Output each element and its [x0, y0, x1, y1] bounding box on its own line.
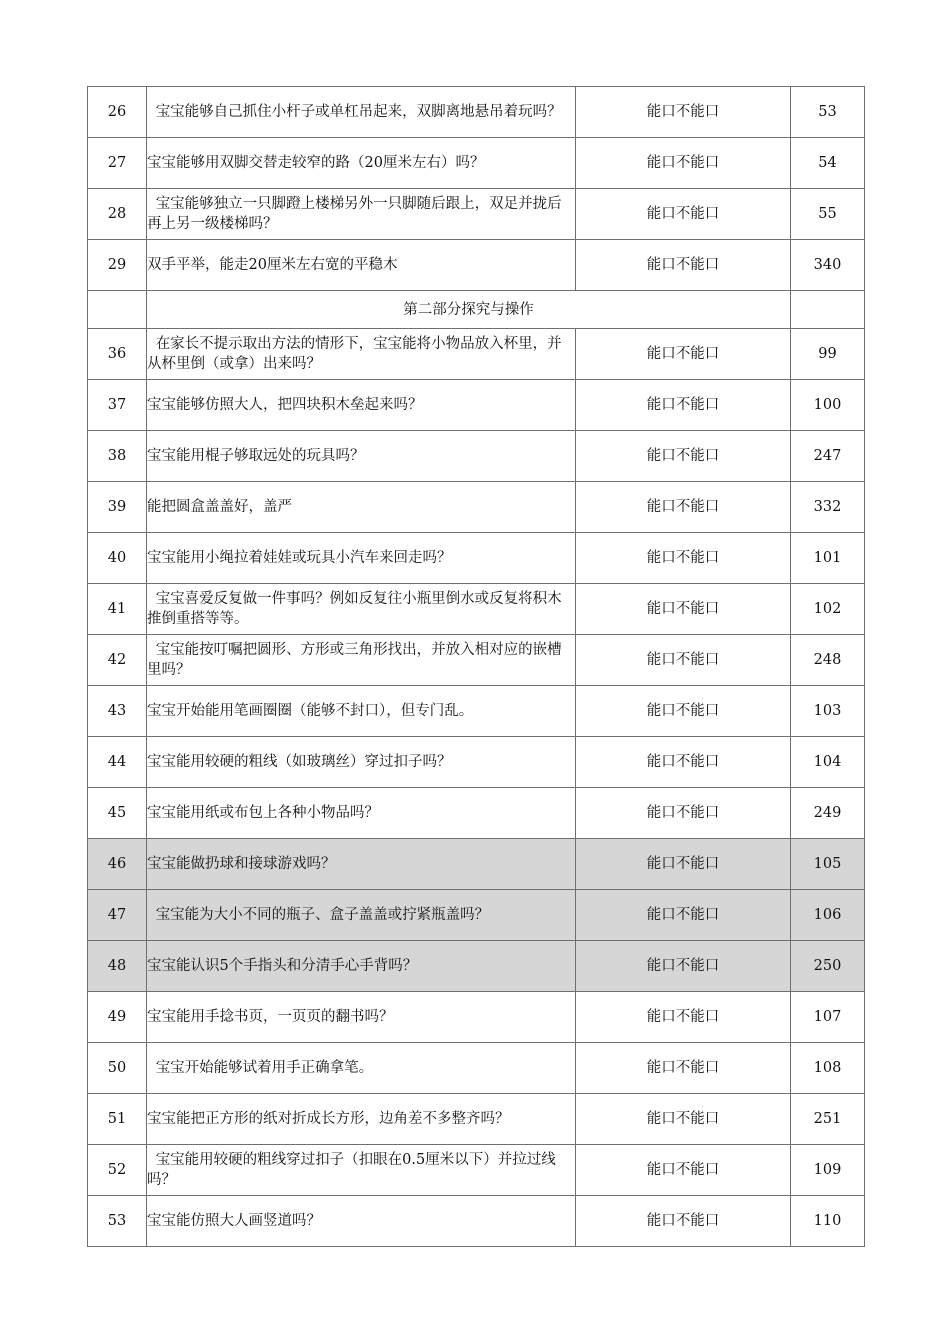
item-code: 105 [791, 839, 865, 890]
table-row [88, 329, 865, 380]
item-code: 53 [791, 87, 865, 138]
table-row [88, 839, 865, 890]
table-row [88, 1145, 865, 1196]
item-code: 108 [791, 1043, 865, 1094]
item-code: 104 [791, 737, 865, 788]
item-question: 宝宝开始能够试着用手正确拿笔。 [147, 1043, 576, 1094]
item-number: 49 [88, 992, 147, 1043]
item-code: 247 [791, 431, 865, 482]
answer-options[interactable]: 能口不能口 [576, 992, 791, 1043]
item-code: 110 [791, 1196, 865, 1247]
item-number: 36 [88, 329, 147, 380]
item-number: 29 [88, 240, 147, 291]
answer-options[interactable]: 能口不能口 [576, 1145, 791, 1196]
table-row [88, 635, 865, 686]
answer-options[interactable]: 能口不能口 [576, 329, 791, 380]
item-question: 宝宝能用小绳拉着娃娃或玩具小汽车来回走吗？ [147, 533, 576, 584]
answer-options[interactable]: 能口不能口 [576, 1196, 791, 1247]
item-question: 宝宝能按叮嘱把圆形、方形或三角形找出，并放入相对应的嵌槽里吗？ [147, 635, 576, 686]
item-number: 45 [88, 788, 147, 839]
item-number: 53 [88, 1196, 147, 1247]
table-row [88, 584, 865, 635]
answer-options[interactable]: 能口不能口 [576, 890, 791, 941]
item-code: 248 [791, 635, 865, 686]
item-question: 宝宝能把正方形的纸对折成长方形，边角差不多整齐吗？ [147, 1094, 576, 1145]
questionnaire-table [87, 86, 865, 1247]
table-row [88, 482, 865, 533]
item-question: 宝宝能够自己抓住小杆子或单杠吊起来，双脚离地悬吊着玩吗？ [147, 87, 576, 138]
item-code: 250 [791, 941, 865, 992]
answer-options[interactable]: 能口不能口 [576, 737, 791, 788]
item-question: 能把圆盒盖盖好，盖严 [147, 482, 576, 533]
answer-options[interactable]: 能口不能口 [576, 87, 791, 138]
item-question: 宝宝能够用双脚交替走较窄的路（20厘米左右）吗？ [147, 138, 576, 189]
section-empty-cell [791, 291, 865, 329]
table-row [88, 87, 865, 138]
item-code: 109 [791, 1145, 865, 1196]
item-code: 54 [791, 138, 865, 189]
section-title: 第二部分探究与操作 [147, 291, 791, 329]
item-question: 双手平举，能走20厘米左右宽的平稳木 [147, 240, 576, 291]
item-number: 39 [88, 482, 147, 533]
answer-options[interactable]: 能口不能口 [576, 138, 791, 189]
item-code: 55 [791, 189, 865, 240]
item-question: 宝宝能做扔球和接球游戏吗？ [147, 839, 576, 890]
item-code: 251 [791, 1094, 865, 1145]
item-code: 332 [791, 482, 865, 533]
item-question: 宝宝能用棍子够取远处的玩具吗？ [147, 431, 576, 482]
item-code: 107 [791, 992, 865, 1043]
item-number: 48 [88, 941, 147, 992]
item-number: 44 [88, 737, 147, 788]
table-row [88, 1094, 865, 1145]
item-code: 99 [791, 329, 865, 380]
item-code: 103 [791, 686, 865, 737]
item-code: 102 [791, 584, 865, 635]
table-row [88, 138, 865, 189]
answer-options[interactable]: 能口不能口 [576, 431, 791, 482]
item-code: 101 [791, 533, 865, 584]
item-number: 46 [88, 839, 147, 890]
table-row [88, 380, 865, 431]
table-row [88, 737, 865, 788]
item-number: 51 [88, 1094, 147, 1145]
item-question: 宝宝能用较硬的粗线穿过扣子（扣眼在0.5厘米以下）并拉过线吗？ [147, 1145, 576, 1196]
answer-options[interactable]: 能口不能口 [576, 1094, 791, 1145]
item-number: 38 [88, 431, 147, 482]
item-question: 宝宝能用较硬的粗线（如玻璃丝）穿过扣子吗？ [147, 737, 576, 788]
answer-options[interactable]: 能口不能口 [576, 533, 791, 584]
table-row [88, 788, 865, 839]
item-number: 26 [88, 87, 147, 138]
item-number: 42 [88, 635, 147, 686]
table-row [88, 992, 865, 1043]
table-row [88, 941, 865, 992]
table-row [88, 1043, 865, 1094]
table-row [88, 686, 865, 737]
answer-options[interactable]: 能口不能口 [576, 380, 791, 431]
item-question: 宝宝能认识5个手指头和分清手心手背吗？ [147, 941, 576, 992]
item-number: 47 [88, 890, 147, 941]
answer-options[interactable]: 能口不能口 [576, 788, 791, 839]
item-number: 28 [88, 189, 147, 240]
answer-options[interactable]: 能口不能口 [576, 240, 791, 291]
item-number: 40 [88, 533, 147, 584]
section-header-row [88, 291, 865, 329]
answer-options[interactable]: 能口不能口 [576, 839, 791, 890]
item-number: 52 [88, 1145, 147, 1196]
item-question: 宝宝能够仿照大人，把四块积木垒起来吗？ [147, 380, 576, 431]
item-code: 100 [791, 380, 865, 431]
item-question: 在家长不提示取出方法的情形下，宝宝能将小物品放入杯里，并从杯里倒（或拿）出来吗？ [147, 329, 576, 380]
item-number: 50 [88, 1043, 147, 1094]
item-question: 宝宝能仿照大人画竖道吗？ [147, 1196, 576, 1247]
item-question: 宝宝能用手捻书页，一页页的翻书吗？ [147, 992, 576, 1043]
item-question: 宝宝喜爱反复做一件事吗？例如反复往小瓶里倒水或反复将积木推倒重搭等等。 [147, 584, 576, 635]
item-question: 宝宝能为大小不同的瓶子、盒子盖盖或拧紧瓶盖吗？ [147, 890, 576, 941]
answer-options[interactable]: 能口不能口 [576, 584, 791, 635]
answer-options[interactable]: 能口不能口 [576, 941, 791, 992]
item-code: 249 [791, 788, 865, 839]
answer-options[interactable]: 能口不能口 [576, 189, 791, 240]
item-question: 宝宝能用纸或布包上各种小物品吗？ [147, 788, 576, 839]
section-empty-cell [88, 291, 147, 329]
item-number: 37 [88, 380, 147, 431]
answer-options[interactable]: 能口不能口 [576, 482, 791, 533]
table-row [88, 431, 865, 482]
table-row [88, 1196, 865, 1247]
item-code: 340 [791, 240, 865, 291]
item-number: 41 [88, 584, 147, 635]
item-question: 宝宝开始能用笔画圈圈（能够不封口），但专门乱。 [147, 686, 576, 737]
item-number: 27 [88, 138, 147, 189]
item-code: 106 [791, 890, 865, 941]
answer-options[interactable]: 能口不能口 [576, 686, 791, 737]
item-number: 43 [88, 686, 147, 737]
answer-options[interactable]: 能口不能口 [576, 1043, 791, 1094]
item-question: 宝宝能够独立一只脚蹬上楼梯另外一只脚随后跟上，双足并拢后再上另一级楼梯吗？ [147, 189, 576, 240]
answer-options[interactable]: 能口不能口 [576, 635, 791, 686]
table-row [88, 189, 865, 240]
table-row [88, 890, 865, 941]
table-row [88, 240, 865, 291]
table-row [88, 533, 865, 584]
